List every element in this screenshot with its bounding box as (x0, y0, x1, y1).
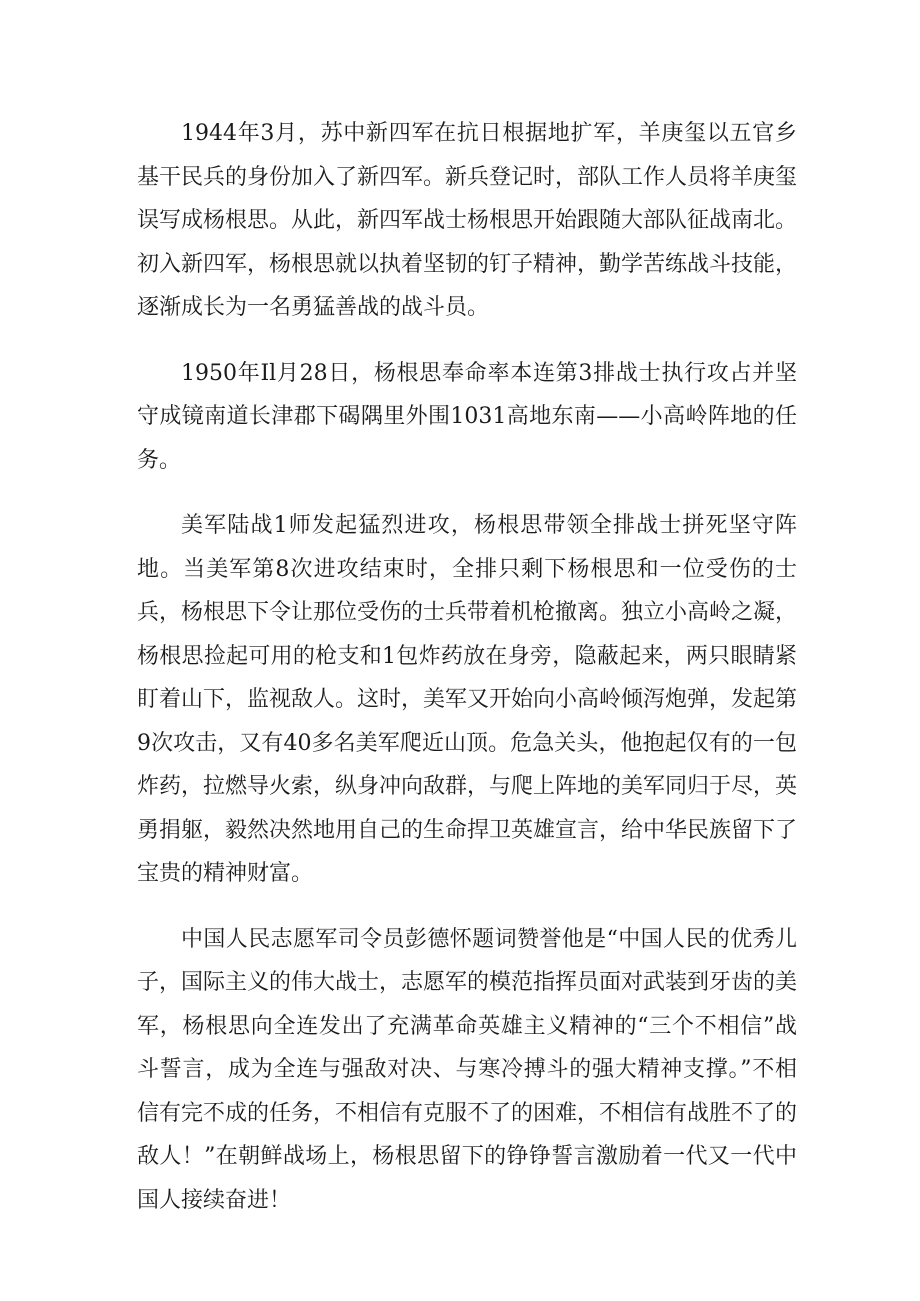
paragraph-enlistment: 1944年3月，苏中新四军在抗日根据地扩军，羊庚玺以五官乡基干民兵的身份加入了新四军。新兵登记时，部队工作人员将羊庚玺误写成杨根思。从此，新四军战士杨根思开始跟随大部队征战南北。初入新四军，杨根思就以执着坚韧的钉子精神，勤学苦练战斗技能，逐渐成长为一名勇猛善战的战斗员。 (137, 121, 798, 320)
paragraph-mission: 1950年Il月28日，杨根思奉命率本连第3排战士执行攻占并坚守成镜南道长津郡下碣隅里外围1031高地东南——小高岭阵地的任务。 (137, 360, 797, 473)
paragraph-legacy: 中国人民志愿军司令员彭德怀题词赞誉他是“中国人民的优秀儿子，国际主义的伟大战士，志愿军的模范指挥员面对武装到牙齿的美军，杨根思向全连发出了充满革命英雄主义精神的“三个不相信”战斗誓言，成为全连与强敌对决、与寒冷搏斗的强大精神支撑。”不相信有完不成的任务，不相信有克服不了的困难，不相信有战胜不了的敌人！”在朝鲜战场上，杨根思留下的铮铮誓言激励着一代又一代中国人接续奋进！ (137, 926, 798, 1213)
paragraph-battle: 美军陆战1师发起猛烈进攻，杨根思带领全排战士拼死坚守阵地。当美军第8次进攻结束时，全排只剩下杨根思和一位受伤的士兵，杨根思下令让那位受伤的士兵带着机枪撤离。独立小高岭之凝，杨根思捡起可用的枪支和1包炸药放在身旁，隐蔽起来，两只眼睛紧盯着山下，监视敌人。这时，美军又开始向小高岭倾泻炮弹，发起第9次攻击，又有40多名美军爬近山顶。危急关头，他抱起仅有的一包炸药，拉燃导火索，纵身冲向敌群，与爬上阵地的美军同归于尽，英勇捐躯，毅然决然地用自己的生命捍卫英雄宣言，给中华民族留下了宝贵的精神财富。 (137, 513, 798, 886)
document-body (137, 112, 797, 1222)
